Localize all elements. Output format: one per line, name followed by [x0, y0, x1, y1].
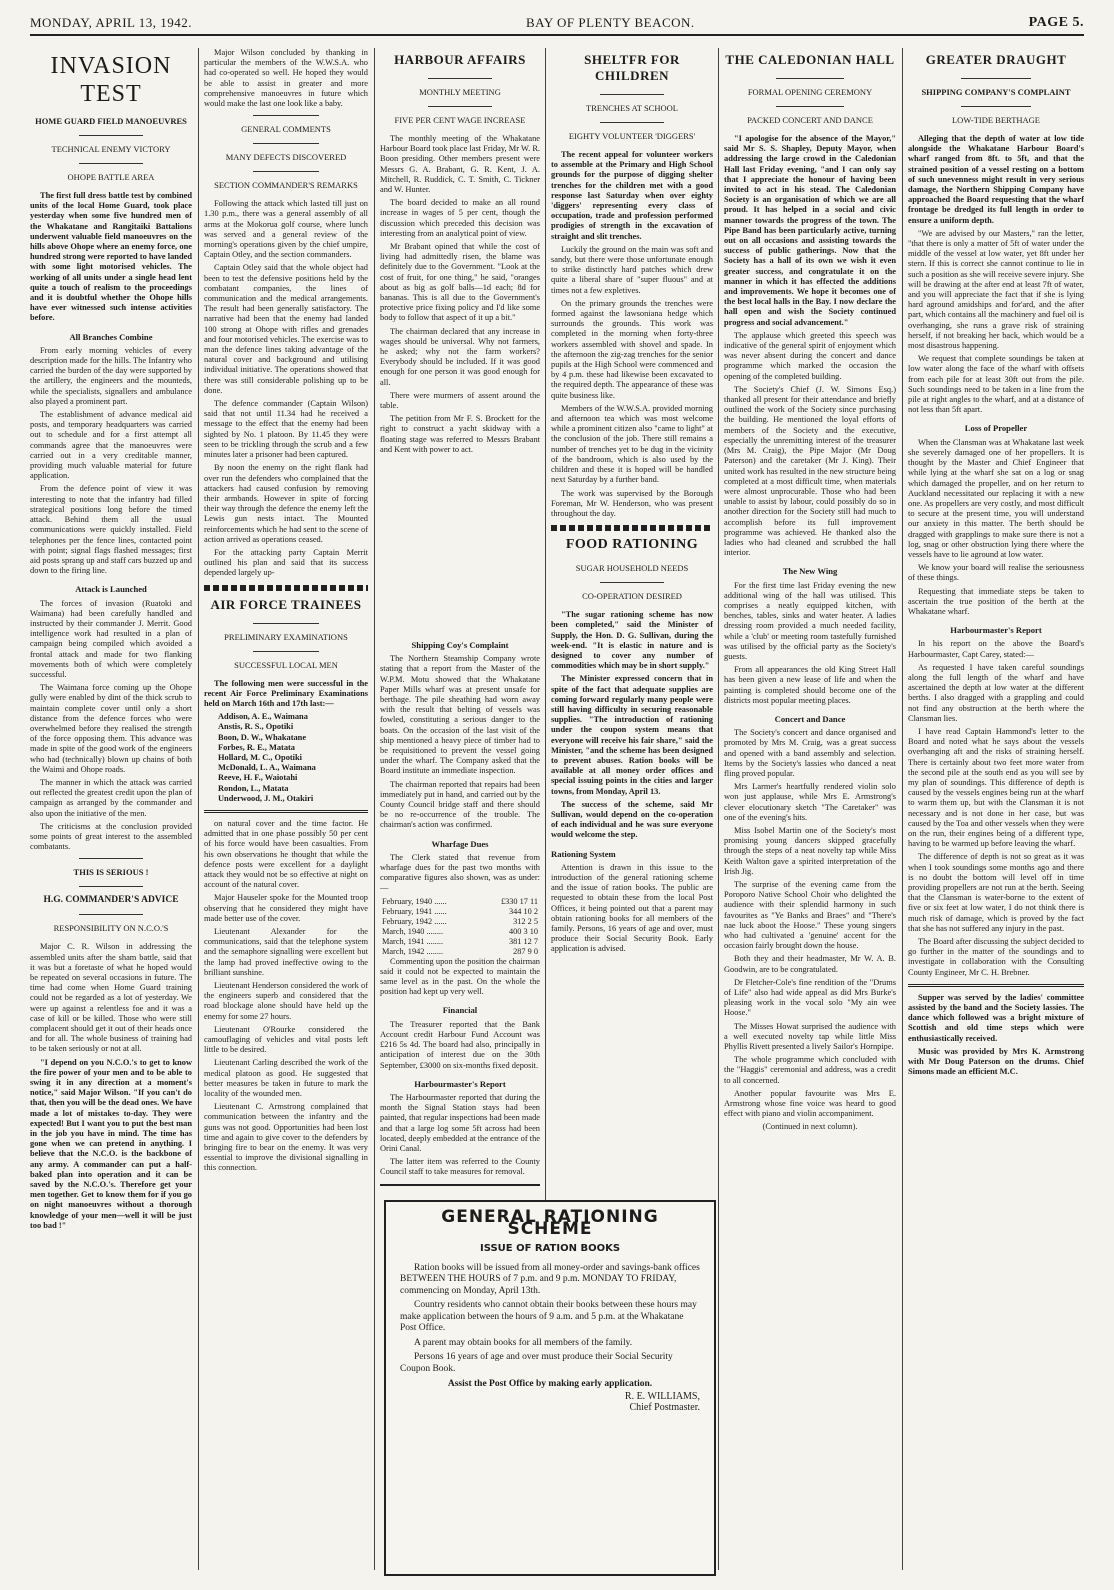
subheading: SHIPPING COMPANY'S COMPLAINT — [921, 87, 1071, 97]
paragraph: Major Hauseler spoke for the Mounted troop observing that he considered they might have made better use of the cover. — [204, 893, 368, 923]
lead-paragraph: "I apologise for the absence of the Mayor," said Mr S. S. Shapley, Deputy Mayor, when addressing the large crowd in the Caledonian Hall last Friday evening, "and I can only say that I appreciate the honour of having been invited to act in his stead. The Caledonian Society is an organisation of which we are all proud. It has helped in a social and civic manner towards the progress of the town. The Pipe Band has been particularly active, turning out on all occasions and assisting towards the success of public gatherings. Now that the Society has a hall of its own we wish it even greater success, and congratulate it on the manner in which it has effected the additions and improvements. We hope it becomes one of the best local halls in the Bay. I now declare the hall open and wish the Society continued progress and social advancement." — [724, 134, 896, 327]
paragraph: Members of the W.W.S.A. provided morning and afternoon tea which was most welcome while a prominent citizen also "came to light" at the conclusion of the job. There still remains a number of trenches yet to be dug in the vicinity of the bandroom, which is also used by the children and these it is hoped will be handled next Saturday by a further band. — [551, 403, 713, 485]
divider — [253, 651, 319, 652]
list-item: Addison, A. E., Waimana — [218, 712, 308, 722]
paragraph: There were murmers of assent around the table. — [380, 390, 540, 411]
paragraph: In his report on the above the Board's Harbourmaster, Capt Carey, stated:— — [908, 639, 1084, 659]
section-heading: Rationing System — [551, 848, 616, 859]
subheading: HOME GUARD FIELD MANOEUVRES — [35, 116, 187, 126]
queen-bee-ad — [380, 1184, 540, 1190]
section-heading: All Branches Combine — [69, 331, 153, 342]
paragraph: The chairman reported that repairs had been immediately put in hand, and carried out by the County Council bridge staff and there should be no re-occurrence of the trouble. The chairman's action was confirmed. — [380, 779, 540, 830]
subheading: TECHNICAL ENEMY VICTORY — [51, 144, 171, 154]
subheading: TRENCHES AT SCHOOL — [586, 103, 678, 113]
column-rule — [718, 48, 719, 1570]
paragraph: The latter item was referred to the County Council staff to take measures for removal. — [380, 1157, 540, 1177]
table-cell: March, 1942 ........ — [382, 946, 444, 956]
paper-name: BAY OF PLENTY BEACON. — [525, 15, 695, 30]
section-heading: Harbourmaster's Report — [414, 1078, 506, 1089]
paragraph: The Board after discussing the subject decided to go further in the matter of the soundings and to investigate in collaboration with the Consulting County Engineer, Mr C. H. Brebner. — [908, 937, 1084, 977]
ad-paragraph: Ration books will be issued from all money-order and savings-bank offices BETWEEN THE HOURS of 7 p.m. and 9 p.m. MONDAY TO FRIDAY, commencing on Monday, April 13th. — [400, 1262, 700, 1296]
list-item: Rondon, L., Matata — [218, 783, 289, 793]
subheading: SUCCESSFUL LOCAL MEN — [234, 659, 338, 670]
table-row — [380, 937, 540, 947]
headline: THE CALEDONIAN HALL — [725, 52, 895, 67]
paragraph: As requested I have taken careful soundings along the full length of the wharf and have ascertained the depth at low water at the different berths. I also dragged with a grappling and could not find any obstruction at the berth where the Clansman lies. — [908, 662, 1084, 723]
ad-paragraph: A parent may obtain books for all members of the family. — [414, 1337, 633, 1348]
section-heading: Shipping Coy's Complaint — [411, 640, 509, 650]
divider — [79, 163, 144, 164]
list-item: Hollard, M. C., Opotiki — [218, 752, 302, 762]
divider — [961, 78, 1031, 79]
divider — [253, 115, 319, 116]
paragraph: The Harbourmaster reported that during the month the Signal Station stays had been painted, that regular inspections had been made and that a large log some 5ft across had been located, deeply embedded at the entrance of the Orini Canal. — [380, 1092, 540, 1153]
list-item: Underwood, J. M., Otakiri — [218, 793, 314, 803]
divider — [600, 94, 665, 95]
subheading: SUGAR HOUSEHOLD NEEDS — [575, 563, 689, 574]
paragraph: The Northern Steamship Company wrote stating that a report from the Master of the W.P.M. Motu showed that the Whakatane Paper Mills wharf was at present unsafe for berthage. The pile sheathing had worn away with the result that belting of vessels was fowled, constituting a serious danger to the boats. On the occasion of the last visit of the ship mentioned a heavy piece of timber had to be requisitioned to prevent the vessel going under the wharf. The Company asked that the Board institute an immediate inspection. — [380, 654, 540, 776]
headline: GREATER DRAUGHT — [925, 52, 1067, 67]
subheading: GENERAL COMMENTS — [241, 124, 331, 135]
column-two — [204, 48, 368, 1580]
paragraph: Commenting upon the position the chairman said it could not be expected to maintain the same level as in the past. On the whole the position had kept up very well. — [380, 956, 540, 997]
trainee-list — [204, 712, 368, 804]
subheading: FIVE PER CENT WAGE INCREASE — [394, 115, 526, 125]
paragraph: When the Clansman was at Whakatane last week she severely damaged one of her propellers. It is thought by the Master and Chief Engineer that while lying at the wharf she sat on a log or snag which damaged the propeller, and on her return to Auckland necessitated our replacing it with a new one. As propellers are very costly, and most difficult to secure at the present time, you will understand our anxiety in this matter. The berth should be dragged with grapplings to make sure there is not a log, snag or other obstruction lying there where the vessels have to lie aground at low water. — [908, 437, 1084, 559]
headline: HARBOUR AFFAIRS — [394, 52, 526, 67]
subheading: RESPONSIBILITY ON N.C.O.'S — [53, 923, 169, 934]
table-row — [380, 907, 540, 917]
table-cell: £330 17 11 — [500, 896, 538, 906]
table-cell: 287 9 0 — [513, 946, 538, 956]
paragraph: Following the attack which lasted till just on 1.30 p.m., there was a general assembly of all arms at the Mokorua golf course, where lunch was served and a general review of the morning's operations given by the chief umpire, Captain Otley, and the section commanders. — [204, 199, 368, 260]
paragraph: I have read Captain Hammond's letter to the Board and noted what he says about the vessels overhanging aft and the risks of straining herself. There is certainly about two feet more water from the second pile at the south end as you will see by my plan of soundings. This difference of depth is caused by the vessels engines being run at the wharf to warm them up, but with the Clansman it is not necessary and is not done in her case, but was caused by the Toa and other vessels when they were on the run, their engines being of a different type, having to be warmed up before leaving the wharf. — [908, 726, 1084, 849]
paragraph: Luckily the ground on the main was soft and sandy, but there were those unfortunate enough to strike distinctly hard patches which drew quite a liberal share of "super fluous" and at times not a few expletives. — [551, 244, 713, 295]
ad-paragraph: Persons 16 years of age and over must produce their Social Security Coupon Book. — [400, 1352, 673, 1374]
list-item: Reeve, H. F., Waiotahi — [218, 773, 298, 783]
subheading: SECTION COMMANDER'S REMARKS — [214, 180, 358, 191]
divider — [600, 122, 665, 123]
paragraph: "We are advised by our Masters," ran the letter, "that there is only a matter of 5ft of water under the middle of the vessel at low water, yet 8ft under her stern. If this is correct she cannot continue to lie in such a position as she will receive severe injury. She will be drawing at the after end at least 7ft of water, and you will appreciate the fact that if she is lying hard aground amidships and for'ard, and the after part, which contains all the machinery and fuel oil is overhanging, she runs a grave risk of straining herself, if not breaking her back, which would be a most disastrous happening. — [908, 228, 1084, 351]
paragraph: The manner in which the attack was carried out reflected the greatest credit upon the plan of campaign as arranged by the commander and also upon the initiative of the men. — [30, 777, 192, 818]
paragraph: Another popular favourite was Mrs E. Armstrong whose fine voice was heard to good effect with piano and violin accompaniment. — [724, 1088, 896, 1119]
paragraph: On the primary grounds the trenches were formed against the lawsoniana hedge which surrounds the grounds. This work was completed in the morning when forty-three workers assembled with shovel and spade. In the afternoon the zig-zag trenches for the senior pupils at the High School were commenced and by 4 p.m. these had likewise been excavated to the required depth. The appearance of these was quite business like. — [551, 298, 713, 400]
table-cell: March, 1941 ........ — [382, 936, 444, 946]
list-item: Anstis, R. S., Opotiki — [218, 722, 294, 732]
divider — [253, 143, 319, 144]
paragraph: The defence commander (Captain Wilson) said that not until 11.34 had he received a message to the effect that the enemy had been sighted by No. 1 platoon. By 11.45 they were seen to be trickling through the scrub and a few minutes later a prisoner had been captured. — [204, 399, 368, 460]
lead-paragraph: The recent appeal for volunteer workers to assemble at the Primary and High School grounds for the purpose of digging shelter trenches for the children met with a good response last Saturday when over eighty 'diggers' representing every class of occupation, trade and profession performed prodigies of strength in the excavation of straight and slit trenches. — [551, 150, 713, 241]
section-heading: The New Wing — [782, 566, 838, 577]
subheading: PACKED CONCERT AND DANCE — [747, 115, 873, 125]
divider — [776, 78, 845, 79]
divider — [428, 106, 492, 107]
paragraph: The success of the scheme, said Mr Sullivan, would depend on the co-operation of each individual and he was sure everyone would welcome the step. — [551, 799, 713, 840]
ornamental-border — [204, 585, 368, 591]
paragraph: The whole programme which concluded with the "Haggis" ceremonial and address, was a credit to all concerned. — [724, 1055, 896, 1085]
section-heading: Wharfage Dues — [431, 838, 489, 849]
section-heading: Concert and Dance — [774, 713, 846, 724]
divider — [79, 914, 144, 915]
divider — [908, 984, 1084, 987]
headline: SHELTFR FOR CHILDREN — [584, 52, 680, 83]
wharfage-table — [380, 897, 540, 957]
paragraph: The Waimana force coming up the Ohope gully were enabled by dint of the thick scrub to maintain complete cover until only a short distance from the defence forces who were overwhelmed before they realised the strength of the force opposing them. This advance was made in spite of the good work of the engineers who had (technically) blown up chains of both the Waimi and Ohope roads. — [30, 683, 192, 774]
paragraph: Both they and their headmaster, Mr W. A. B. Goodwin, are to be congratulated. — [724, 954, 896, 974]
column-rule — [374, 48, 375, 1570]
issue-date: MONDAY, APRIL 13, 1942. — [30, 15, 192, 30]
paragraph: Major C. R. Wilson in addressing the assembled units after the sham battle, said that it was but a foretaste of what he hoped would be repeated on several occasions in future. The time had come when Home Guard training could not be regarded as a lot of yesterday. We were up against a relentless foe and it was a case of kill or be killed. Those who were still complacent should get it out of their heads once and for all. The whole business of training had to be taken seriously or not at all. — [30, 942, 192, 1054]
paragraph: Lieutenant Alexander for the communications, said that the telephone system and the semaphore signalling were excellent but the lamp had proved ineffective owing to the brilliant sunshine. — [204, 927, 368, 977]
list-item: Boon, D. W., Whakatane — [218, 732, 307, 742]
continued-note: (Continued in next column). — [762, 1122, 858, 1132]
headline: INVASION TEST — [50, 53, 172, 107]
ad-signature-name: R. E. WILLIAMS, — [624, 1390, 700, 1402]
divider — [204, 810, 368, 813]
paragraph: The applause which greeted this speech was indicative of the general spirit of enjoyment which was never absent during the concert and dance programme which marked the occasion the opening of the completed building. — [724, 330, 896, 381]
paragraph: From all appearances the old King Street Hall has been given a new lease of life and when the painting is completed should become one of the districts most popular meeting places. — [724, 665, 896, 705]
paragraph: By noon the enemy on the right flank had over run the defenders who complained that the attackers had caused confusion by removing their armbands. However in spite of forcing their way through the defence the enemy left the Lewis gun nests intact. The Mounted reinforcements which he had sent to the scene of action arrived as operations ceased. — [204, 463, 368, 544]
subheading: PRELIMINARY EXAMINATIONS — [224, 631, 348, 642]
divider — [253, 171, 319, 172]
divider — [79, 886, 144, 887]
subheading: CO-OPERATION DESIRED — [582, 591, 682, 602]
paragraph: The monthly meeting of the Whakatane Harbour Board took place last Friday, Mr W. R. Boon presiding. Other members present were Messrs G. A. Brabant, G. R. Kent, J. A. Mitchell, R. Ruddick, C. T. Smith, C. Tickner and W. Hunter. — [380, 134, 540, 195]
headline: FOOD RATIONING — [565, 537, 699, 553]
paragraph: The criticisms at the conclusion provided some points of great interest to the assembled combatants. — [30, 821, 192, 852]
column-rule — [902, 48, 903, 1570]
paragraph: The surprise of the evening came from the Poroporo Native School Choir who delighted the audience with their splendid harmony in such favourites as "Ye Banks and Braes" and "There's nae luck aboot the Hoose." These young singers who had cultivated a 'genuine' accent for the occasion fairly brought down the house. — [724, 880, 896, 951]
paragraph: The petition from Mr F. S. Brockett for the right to construct a yacht skidway with a floating stage was referred to Messrs Brabant and Kent with power to act. — [380, 414, 540, 454]
advertisement-text — [380, 1189, 540, 1190]
list-item: Forbes, R. E., Matata — [218, 742, 295, 752]
table-cell: February, 1940 ...... — [382, 896, 447, 906]
lead-paragraph: The following men were successful in the recent Air Force Preliminary Examinations held on March 16th and 17th last:— — [204, 678, 368, 708]
paragraph: Attention is drawn in this issue to the introduction of the general rationing scheme and the issue of ration books. The public are requested to obtain these from the local Post Offices, it being pointed out that a parent may obtain rationing books for all members of the family. Persons, 16 years of age and over, must produce their Social Security Book. Early application is advised. — [551, 862, 713, 954]
page-number: PAGE 5. — [1028, 15, 1084, 30]
table-cell: February, 1941 ...... — [382, 906, 447, 916]
paragraph: From early morning vehicles of every description made for the hills. The Infantry who carried the burden of the day were supported by the artillery, the engineers and the mounteds, while the specialists, signallers and ambulance also played a prominent part. — [30, 345, 192, 406]
paragraph: Miss Isobel Martin one of the Society's most promising young dancers skipped gracefully through the steps of a neat novelty tap while Miss Keith Walton gave a spirited interpretation of the Irish Jig. — [724, 826, 896, 876]
paragraph: The forces of invasion (Ruatoki and Waimana) had been carefully handled and instructed by their commander J. Merrit. Good intelligence work had resulted in a plan of campaign being compiled which avoided a frontal attack and made for two flanking movements both of which were completely successful. — [30, 598, 192, 679]
article-harbour-affairs-cont — [380, 632, 540, 1190]
divider — [600, 582, 665, 583]
ad-call-to-action: Assist the Post Office by making early application. — [447, 1379, 653, 1389]
subheading: MANY DEFECTS DISCOVERED — [225, 152, 347, 163]
list-item: McDonald, L. A., Waimana — [218, 763, 316, 773]
section-heading: Financial — [442, 1005, 478, 1016]
paragraph: The establishment of advance medical aid posts, and temporary headquarters was carried out to schedule and for a first attempt all commands agree that the manoeuvres were carried out in a very creditable manner, providing much valuable material for future application. — [30, 410, 192, 481]
paragraph: The Society's concert and dance organised and promoted by Mrs M. Craig, was a great success and opened with a band assembly and selection. Items by the Society's lassies who danced a neat fling proved popular. — [724, 728, 896, 778]
ornamental-border — [551, 525, 713, 531]
divider — [961, 106, 1031, 107]
divider — [253, 623, 319, 624]
section-heading: Attack is Launched — [75, 584, 147, 595]
column-rule — [198, 48, 199, 1570]
paragraph: The work was supervised by the Borough Foreman, Mr W. Henderson, who was present throughout the day. — [551, 488, 713, 518]
paragraph: We request that complete soundings be taken at low water along the face of the wharf with offsets from each pile for at least 30ft out from the pile. Such soundings need to be taken in a line from the pile at right angles to the wharf, and at a distance of not less than 5ft apart. — [908, 354, 1084, 415]
lead-paragraph: The first full dress battle test by combined units of the local Home Guard, took place yesterday when some five hundred men of the Whakatane and Rangitaiki Battalions underwent valuable field manoeuvres on the hills above Ohope where an enemy force, one hundred strong were reported to have landed with some light motorised vehicles. The working of all units under a single head lent quite a touch of realism to the proceedings and it is doubtful whether the Ohope hills have ever witnessed such intense activities before. — [30, 191, 192, 323]
headline: AIR FORCE TRAINEES — [210, 596, 362, 612]
paragraph: The board decided to make an all round increase in wages of 5 per cent, though the discussion which preceded this decision was interesting from an analytical point of view. — [380, 198, 540, 238]
paragraph: The Minister expressed concern that in spite of the fact that adequate supplies are coming forward regularly many people were still having difficulty in securing reasonable supplies. "The introduction of rationing under the coupon system means that everyone will receive his fair share," said the Minister, "and the scheme has been designed to prevent abuses. Ration books will be available at all money order offices and special issuing points in the cities and larger towns, from Monday, April 13. — [551, 674, 713, 796]
paragraph: Music was provided by Mrs K. Armstrong with Mr Doug Paterson on the drums. Chief Simons made an efficient M.C. — [908, 1046, 1084, 1077]
article-shelter-for-children — [551, 48, 713, 1190]
table-row — [380, 917, 540, 927]
paragraph: From the defence point of view it was interesting to note that the infantry had filled strategical positions long before the timed attack. Behind them all the usual communications were quickly installed. Field telephones per the fence lines, contacted point with point; signal flags flashed messages; first aid posts sprang up and staff cars buzzed up and down to the firing line. — [30, 484, 192, 576]
divider — [428, 78, 492, 79]
paragraph: The Society's Chief (J. W. Simons Esq.) thanked all present for their attendance and briefly outlined the work of the Society since purchasing the building. He mentioned the loyal efforts of members of the Society and the executive, especially the unremitting interest of the treasurer (Mrs M. Craig), the Pipe Major (Mr Doug Paterson) and the caretaker (Mr J. King). Their united work has resulted in the new structure being completed at a most difficult time, when materials were almost unprocurable. Those who had been unable to assist by labour, could possibly do so in another direction for the Society still had much to accomplish before its full improvement programme was achieved. He thanked also the ladies who had cleaned and scrubbed the hall interior. — [724, 384, 896, 558]
paragraph: Lieutenant Henderson considered the work of the engineers superb and considered that the road blockage alone should have held up the enemy for some 27 hours. — [204, 981, 368, 1021]
paragraph: The Clerk stated that revenue from wharfage dues for the past two months with comparative figures also shown, was as under:— — [380, 852, 540, 893]
article-harbour-affairs — [380, 48, 540, 630]
paragraph: For the attacking party Captain Merrit outlined his plan and said that its success depended largely up- — [204, 547, 368, 578]
table-cell: March, 1940 ........ — [382, 926, 444, 936]
ration-books-advertisement — [384, 1200, 716, 1576]
paragraph: The difference of depth is not so great as it was when I took soundings some months ago and there is no doubt the bottom will level off in time providing propellers are not run at the berth. Seeing that the Clansman is water-borne to the extent of five or six feet at low water, I do not think there is much risk of damage, which is proved by the fact that she has not suffered any injury in the past. — [908, 852, 1084, 933]
subheading: OHOPE BATTLE AREA — [67, 172, 155, 182]
divider — [776, 106, 845, 107]
ad-signature-title: Chief Postmaster. — [629, 1402, 700, 1413]
article-greater-draught — [908, 48, 1084, 1580]
subheading: MONTHLY MEETING — [419, 87, 501, 97]
subheading: LOW-TIDE BERTHAGE — [951, 115, 1040, 125]
paragraph: "I depend on you N.C.O.'s to get to know the fire power of your men and to be able to swing it in any direction at a moment's notice," said Major Wilson. "If you can't do that, then you will be the dead ones. We have made a lot of mistakes to-day. They were expected! But I want you to put the best man in the job you have in mind. The time has gone when we can pretend in anything. I believe that the N.C.O. is the backbone of any army. A commander can put a half-baked plan into operation and it can be saved by the N.C.O.'s. Therefore get your men together. Get to know them for if you go on night manoeuvres without a thorough knowledge of your men—well it will be just too bad !" — [30, 1057, 192, 1230]
paragraph: We know your board will realise the seriousness of these things. — [908, 563, 1084, 583]
divider — [79, 135, 144, 136]
subheading: EIGHTY VOLUNTEER 'DIGGERS' — [568, 131, 696, 141]
subheading: H.G. COMMANDER'S ADVICE — [43, 895, 179, 906]
section-heading: Harbourmaster's Report — [950, 625, 1042, 636]
table-cell: 400 3 10 — [508, 926, 538, 936]
paragraph: The chairman declared that any increase in wages should be universal. Why not farmers, he asked; why not the farm workers? Everybody should be included. If it was good enough for one person it was good enough for all. — [380, 326, 540, 387]
paragraph: Requesting that immediate steps be taken to ascertain the true position of the berth at the Whakatane wharf. — [908, 586, 1084, 616]
paragraph: Supper was served by the ladies' committee assisted by the band and the Society lassies. The dance which followed was a bright mixture of Scottish and old time steps which were enthusiastically received. — [908, 992, 1084, 1043]
divider — [79, 858, 144, 859]
paragraph: The Misses Howat surprised the audience with a well executed novelty tap while little Miss Phyllis Rivett presented a lively Sailor's Hornpipe. — [724, 1021, 896, 1052]
table-cell: 312 2 5 — [513, 916, 538, 926]
table-row — [380, 947, 540, 957]
paragraph: Captain Otley said that the whole object had been to test the defensive positions held by the combatant companies, the lines of communication and the medical arrangements. The result had been generally satisfactory. The narrative had been that the enemy had landed 100 strong at Ohope with rifles and grenades and four motorised vehicles. The exercise was to man the defence lines taking advantage of the natural cover and background and utilising individual initiative. The operations showed that there was still considerable polishing up to be done. — [204, 263, 368, 395]
ad-subheading: ISSUE OF RATION BOOKS — [479, 1243, 621, 1254]
masthead — [30, 12, 1084, 36]
ad-headline: GENERAL RATIONING SCHEME — [441, 1207, 659, 1239]
paragraph: Mr Brabant opined that while the cost of living had admittedly risen, the blame was definitely due to the Government. "Look at the cost of fruit, for one thing," he said, "oranges about as big as golf balls—1d each; 8d for bananas. This is all due to the Government's protective price fixing policy and I'd like some body to follow that aspect of it up a bit." — [380, 242, 540, 323]
table-row — [380, 927, 540, 937]
paragraph: Major Wilson concluded by thanking in particular the members of the W.W.S.A. who had co-operated so well. He hoped they would be able to assist in greater and more comprehensive manoeuvres in future which would make the last one look like a baby. — [204, 48, 368, 109]
article-caledonian-hall — [724, 48, 896, 1580]
paragraph: Dr Fletcher-Cole's fine rendition of the "Drums of Life" also had wide appeal as did Mrs Burke's pleasing work in the vocal solo "My ain wee Hoose." — [724, 977, 896, 1018]
paragraph: "The sugar rationing scheme has now been completed," said the Minister of Supply, the Hon. D. G. Sullivan, during the week-end. "It is elastic in nature and is designed to cover any number of commodities which may be in short supply." — [551, 610, 713, 671]
paragraph: Lieutenant O'Rourke considered the camouflaging of vehicles and vital posts left little to be desired. — [204, 1024, 368, 1055]
paragraph: on natural cover and the time factor. He admitted that in one phase possibly 50 per cent of his force would have been casualties. From his own observations he thought that while the defence posts were excellent for a daylight attack they would not be so effective at night on account of the natural cover. — [204, 818, 368, 890]
paragraph: The Treasurer reported that the Bank Account credit Harbour Fund Account was £216 5s 4d. The board had also, principally in anticipation of interest due on the 30th September, £3000 on six-months fixed deposit. — [380, 1019, 540, 1070]
article-invasion-test — [30, 48, 192, 1580]
table-row — [380, 897, 540, 907]
lead-paragraph: Alleging that the depth of water at low tide alongside the Whakatane Harbour Board's wharf ranged from 8ft. to 5ft, and that the strained position of a vessel resting on a bottom of such unevenness might result in very serious damage, the Northern Shipping Company have approached the Board requesting that the wharf frontage be dredged its full length in order to ensure a uniform depth. — [908, 134, 1084, 225]
section-heading: Loss of Propeller — [964, 423, 1028, 434]
table-cell: February, 1942 ...... — [382, 916, 447, 926]
paragraph: Lieutenant Carling described the work of the medical platoon as good. He suggested that better measures be taken in future to mark the locality of the wounded men. — [204, 1058, 368, 1099]
subheading: FORMAL OPENING CEREMONY — [747, 87, 873, 97]
paragraph: For the first time last Friday evening the new additional wing of the hall was utilised. This comprises a neatly equipped kitchen, with benches, tables, sinks and water heater. A ladies dressing room provided a much needed facility, while a 'club' or meeting room tastefully furnished was utilised by the official party as the Society's guests. — [724, 580, 896, 661]
subheading: THIS IS SERIOUS ! — [73, 867, 149, 878]
table-cell: 344 10 2 — [508, 906, 538, 916]
ad-paragraph: Country residents who cannot obtain their books between these hours may make application between the hours of 9 a.m. and 5 p.m. at the Whakatane Post Office. — [400, 1300, 697, 1333]
table-cell: 381 12 7 — [508, 936, 538, 946]
paragraph: Lieutenant C. Armstrong complained that communication between the infantry and the guns was not good. Opportunities had been lost time and again to give cover to the defenders by bringing fire to bear on the enemy. It was very essential to improve the divisional signalling in this connection. — [204, 1102, 368, 1173]
paragraph: Mrs Larmer's heartfully rendered violin solo won just applause, while Mrs E. Armstrong's clever elocutionary sketch "The Caretaker" was one of the evening's hits. — [724, 782, 896, 822]
